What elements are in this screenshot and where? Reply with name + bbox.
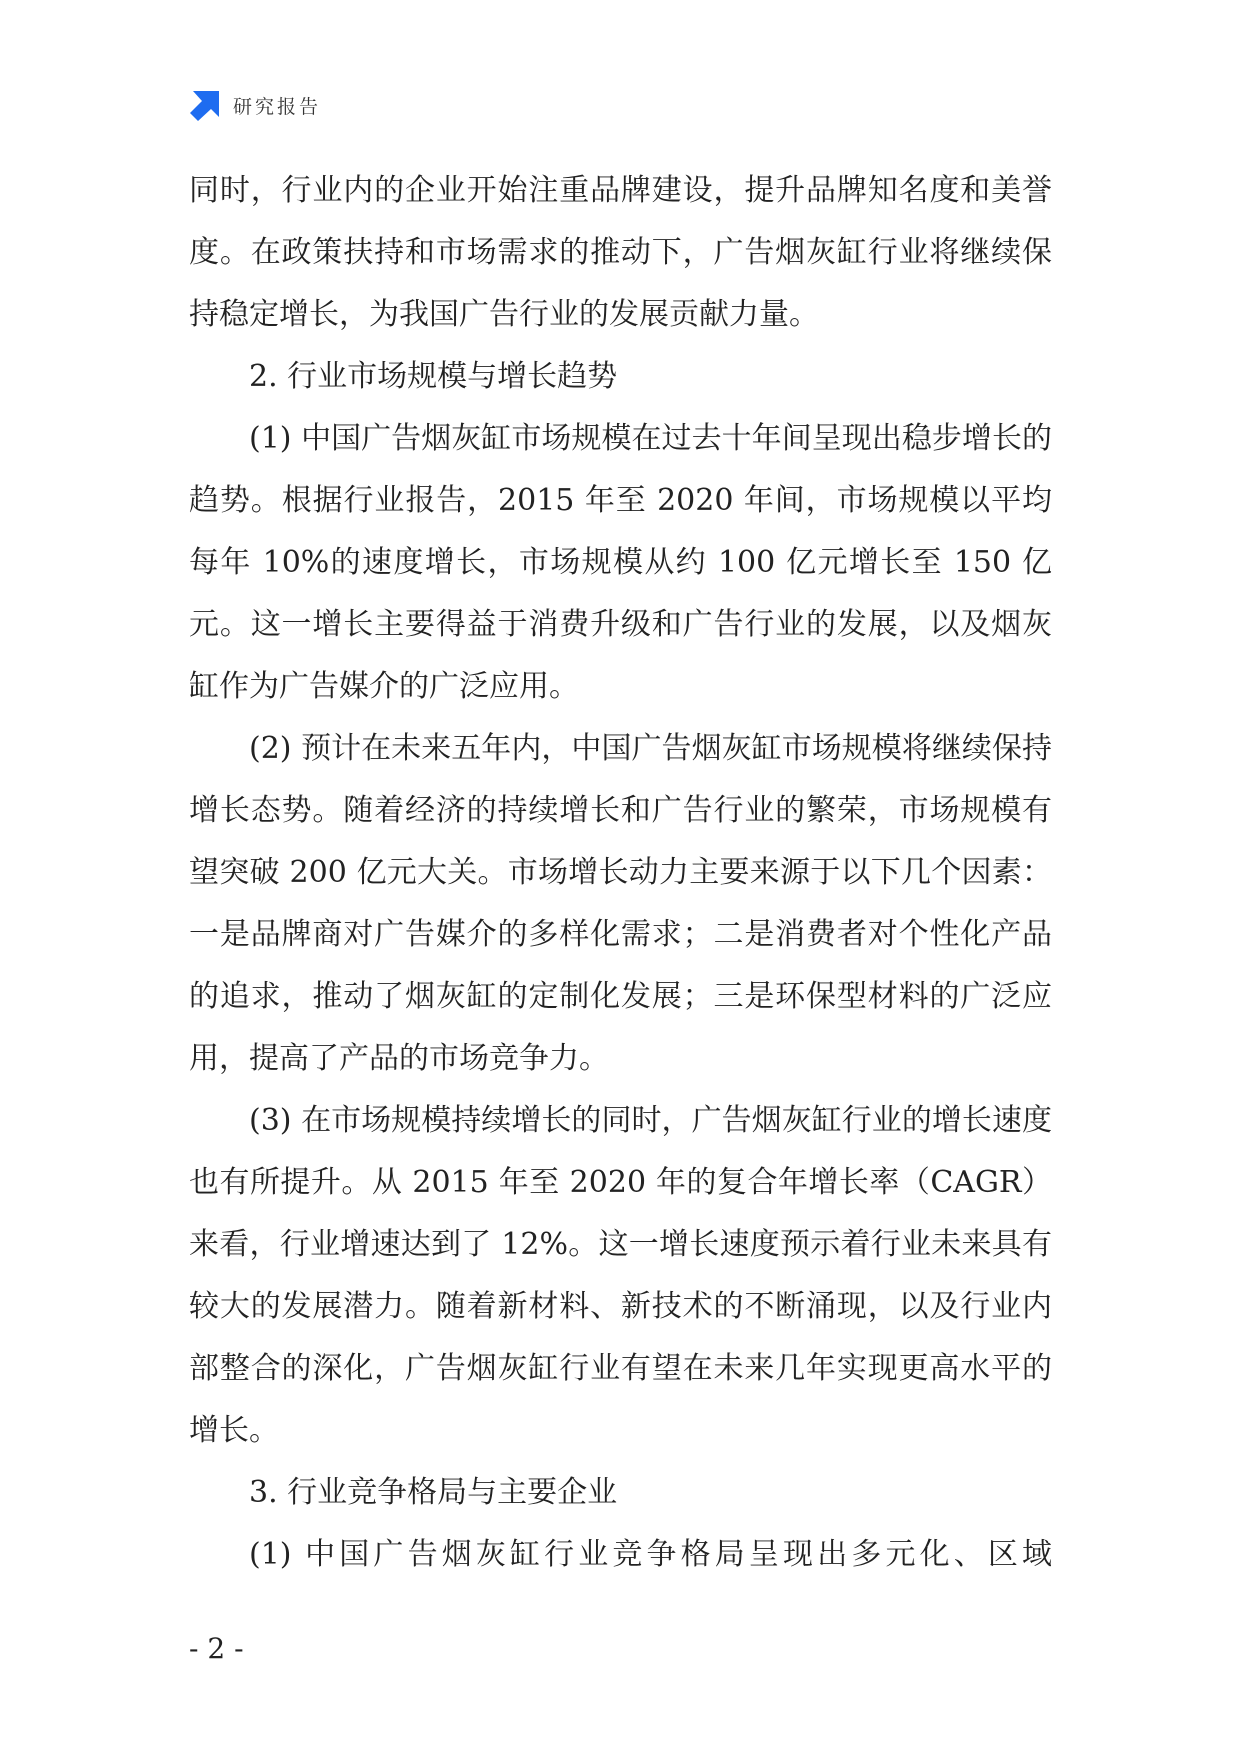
body-text [189,160,1052,1586]
page-number: - 2 - [189,1632,244,1665]
arrow-up-right-icon [189,89,221,121]
section-heading-3: 3. 行业竞争格局与主要企业 [249,1475,618,1510]
paragraph-2-2: (2) 预计在未来五年内，中国广告烟灰缸市场规模将继续保持增长态势。随着经济的持续增长和广告行业的繁荣，市场规模有望突破 200 亿元大关。市场增长动力主要来源于以下几个因素：一是品牌商对广告媒介的多样化需求；二是消费者对个性化产品的追求，推动了烟灰缸的定制化发展；三是环保型材料的广泛应用，提高了产品的市场竞争力。 [189,731,1052,1076]
paragraph-2-1: (1) 中国广告烟灰缸市场规模在过去十年间呈现出稳步增长的趋势。根据行业报告，2015 年至 2020 年间，市场规模以平均每年 10%的速度增长，市场规模从约 100 亿元增长至 150 亿元。这一增长主要得益于消费升级和广告行业的发展，以及烟灰缸作为广告媒介的广泛应用。 [189,421,1052,704]
report-header [189,88,321,122]
paragraph-continuation: 同时，行业内的企业开始注重品牌建设，提升品牌知名度和美誉度。在政策扶持和市场需求的推动下，广告烟灰缸行业将继续保持稳定增长，为我国广告行业的发展贡献力量。 [189,173,1052,332]
header-title: 研究报告 [233,95,322,118]
paragraph-2-3: (3) 在市场规模持续增长的同时，广告烟灰缸行业的增长速度也有所提升。从 2015 年至 2020 年的复合年增长率（CAGR）来看，行业增速达到了 12%。这一增长速度预示着行业未来具有较大的发展潜力。随着新材料、新技术的不断涌现，以及行业内部整合的深化，广告烟灰缸行业有望在未来几年实现更高水平的增长。 [189,1103,1052,1448]
paragraph-3-1: (1) 中国广告烟灰缸行业竞争格局呈现出多元化、区域 [249,1537,1052,1572]
section-heading-2: 2. 行业市场规模与增长趋势 [249,359,618,394]
